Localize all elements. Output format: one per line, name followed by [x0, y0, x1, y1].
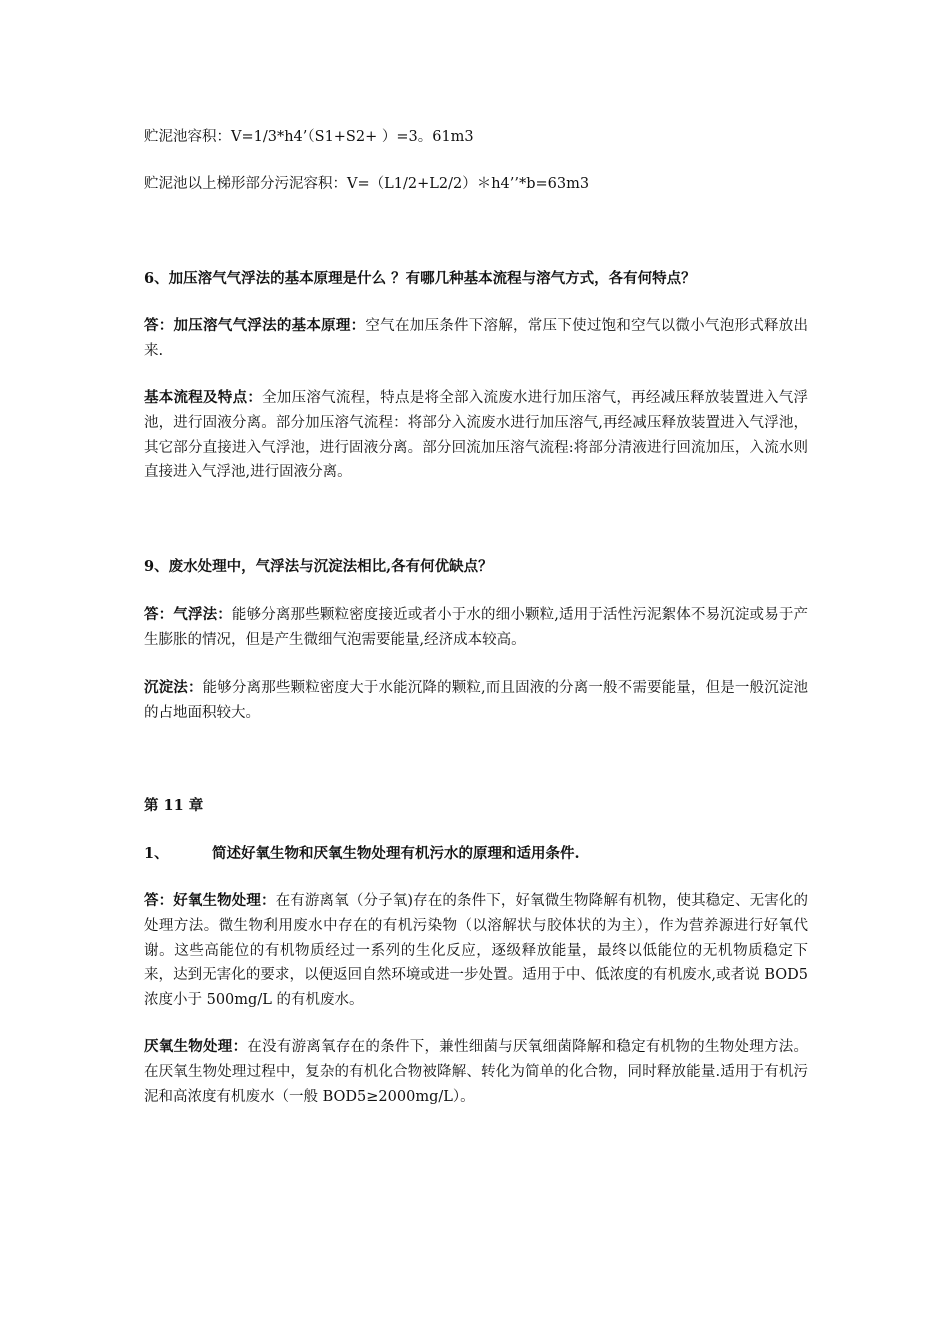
aerobic-text: 在有游离氧（分子氧)存在的条件下，好氧微生物降解有机物，使其稳定、无害化的处理方法。微生物利用废水中存在的有机污染物（以溶解状与胶体状的为主），作为营养源进行好氧代谢。这些高能位的有机物质经过一系列的生化反应，逐级释放能量，最终以低能位的无机物质稳定下来，达到无害化的要求，以便返回自然环境或进一步处置。适用于中、低浓度的有机废水,或者说 BOD5 浓度小于 500mg/L 的有机废水。: [144, 893, 809, 1009]
chapter-11-title: 第 11 章: [144, 797, 204, 814]
anaerobic-paragraph: [144, 1035, 808, 1109]
question-6-heading: 6、加压溶气气浮法的基本原理是什么 ？有哪几种基本流程与溶气方式，各有何特点？: [144, 270, 696, 287]
q6-principle-text: 空气在加压条件下溶解，常压下使过饱和空气以微小气泡形式释放出来.: [144, 318, 808, 359]
q9-flotation-text: 能够分离那些颗粒密度接近或者小于水的细小颗粒,适用于活性污泥絮体不易沉淀或易于产生膨胀的情况，但是产生微细气泡需要能量,经济成本较高。: [144, 607, 808, 648]
question-number: 1、: [144, 845, 169, 862]
q9-flotation-paragraph: [144, 603, 808, 653]
question-text: 简述好氧生物和厌氧生物处理有机污水的原理和适用条件.: [212, 845, 580, 862]
aerobic-label: 答：好氧生物处理：: [144, 892, 276, 909]
q9-sedimentation-text: 能够分离那些颗粒密度大于水能沉降的颗粒,而且固液的分离一般不需要能量，但是一般沉淀池的占地面积较大。: [144, 680, 809, 721]
question-9-heading: 9、废水处理中，气浮法与沉淀法相比,各有何优缺点？: [144, 558, 493, 575]
chapter-11-question-1: [144, 842, 814, 867]
anaerobic-text: 在没有游离氧存在的条件下，兼性细菌与厌氧细菌降解和稳定有机物的生物处理方法。在厌氧生物处理过程中，复杂的有机化合物被降解、转化为简单的化合物，同时释放能量.适用于有机污泥和高浓度有机废水（一般 BOD5≥2000mg/L）。: [144, 1039, 809, 1105]
anaerobic-label: 厌氧生物处理：: [144, 1038, 248, 1055]
q9-sedimentation-label: 沉淀法：: [144, 679, 203, 696]
q6-principle-label: 答：加压溶气气浮法的基本原理：: [144, 317, 366, 334]
q6-flow-label: 基本流程及特点：: [144, 389, 263, 406]
sludge-volume-line: 贮泥池容积：V=1/3*h4’（S1+S2+ ）=3。61m3: [144, 129, 474, 145]
q6-flow-paragraph: [144, 386, 808, 485]
q6-principle-paragraph: [144, 314, 808, 364]
q9-sedimentation-paragraph: [144, 676, 808, 726]
trapezoid-volume-line: 贮泥池以上梯形部分污泥容积：V=（L1/2+L2/2）＊h4’’*b=63m3: [144, 176, 590, 192]
aerobic-paragraph: [144, 889, 808, 1013]
q9-flotation-label: 答：气浮法：: [144, 606, 232, 623]
q6-flow-text: 全加压溶气流程，特点是将全部入流废水进行加压溶气，再经减压释放装置进入气浮池，进行固液分离。部分加压溶气流程：将部分入流废水进行加压溶气,再经减压释放装置进入气浮池，其它部分直接进入气浮池，进行固液分离。部分回流加压溶气流程:将部分清液进行回流加压，入流水则直接进入气浮池,进行固液分离。: [144, 390, 808, 481]
